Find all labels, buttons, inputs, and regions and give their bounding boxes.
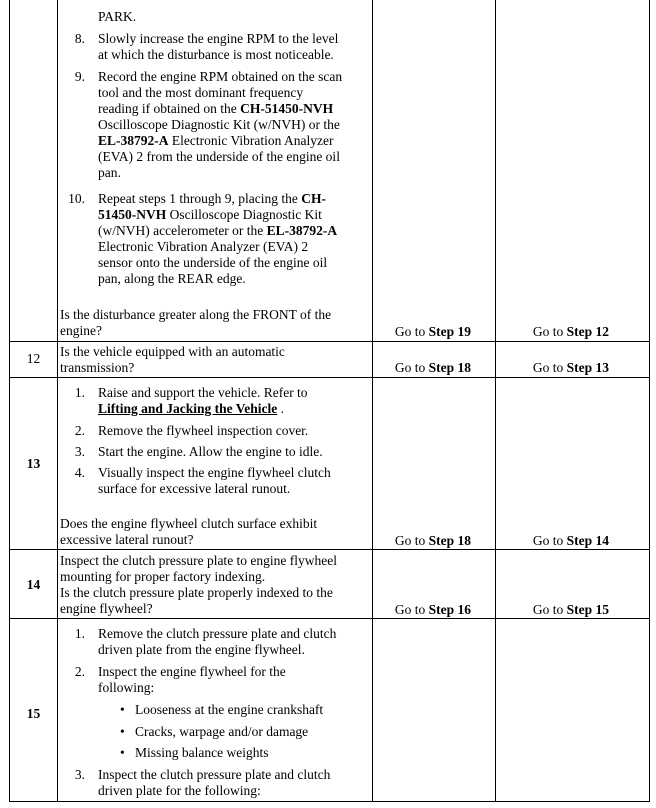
question-text: engine flywheel?: [60, 601, 153, 616]
yes-action: Go to Step 16: [394, 602, 472, 617]
step-number: 12: [26, 351, 41, 366]
column-divider-no: [495, 0, 496, 802]
list-number: 10.: [68, 191, 85, 206]
column-divider-step: [57, 0, 58, 802]
list-item-text: driven plate from the engine flywheel.: [98, 642, 305, 657]
bullet-item: Looseness at the engine crankshaft: [135, 702, 324, 717]
list-item-text: Remove the clutch pressure plate and clutch: [98, 626, 337, 641]
list-item-text: Raise and support the vehicle. Refer to: [98, 385, 308, 400]
step-link[interactable]: Step 16: [428, 602, 472, 617]
list-item-text: Slowly increase the engine RPM to the level: [98, 31, 339, 46]
tool-name: CH-: [301, 191, 326, 206]
list-item-text: Lifting and Jacking the Vehicle .: [98, 401, 285, 416]
list-item-text: Repeat steps 1 through 9, placing the CH-: [98, 191, 326, 206]
no-action: Go to Step 14: [532, 533, 610, 548]
list-item-text: reading if obtained on the CH-51450-NVH: [98, 101, 334, 116]
list-item-text: pan, along the REAR edge.: [98, 271, 246, 286]
bullet-icon: •: [120, 702, 125, 717]
step-number: 15: [26, 706, 41, 721]
list-item-text: following:: [98, 680, 155, 695]
list-item-text: at which the disturbance is most noticeable.: [98, 47, 334, 62]
yes-action: Go to Step 19: [394, 324, 472, 339]
list-item-text: Electronic Vibration Analyzer (EVA) 2: [98, 239, 309, 254]
row-divider: [9, 549, 650, 550]
step-link[interactable]: Step 13: [566, 360, 610, 375]
step-link[interactable]: Step 18: [428, 360, 472, 375]
no-action: Go to Step 15: [532, 602, 610, 617]
bullet-item: Cracks, warpage and/or damage: [135, 724, 309, 739]
step-link[interactable]: Step 14: [566, 533, 610, 548]
list-item-text: Visually inspect the engine flywheel clutch: [98, 465, 331, 480]
yes-action: Go to Step 18: [394, 533, 472, 548]
list-number: 1.: [74, 385, 85, 400]
list-number: 2.: [74, 423, 85, 438]
bullet-icon: •: [120, 724, 125, 739]
row-divider: [9, 341, 650, 342]
list-item-text: Remove the flywheel inspection cover.: [98, 423, 309, 438]
instruction-text: mounting for proper factory indexing.: [60, 569, 266, 584]
step-link[interactable]: Step 18: [428, 533, 472, 548]
step-link[interactable]: Step 19: [428, 324, 472, 339]
list-item-text: Inspect the clutch pressure plate and clutch: [98, 767, 331, 782]
tool-name: 51450-NVH: [98, 207, 167, 222]
no-action: Go to Step 13: [532, 360, 610, 375]
question-text: transmission?: [60, 360, 135, 375]
question-text: Is the clutch pressure plate properly indexed to the: [60, 585, 333, 600]
list-number: 4.: [74, 465, 85, 480]
tool-name: EL-38792-A: [98, 133, 169, 148]
list-number: 3.: [74, 444, 85, 459]
question-text: Is the vehicle equipped with an automatic: [60, 344, 285, 359]
step-link[interactable]: Step 15: [566, 602, 610, 617]
list-item-text: (EVA) 2 from the underside of the engine oil: [98, 149, 340, 164]
tool-name: EL-38792-A: [266, 223, 338, 238]
question-text: engine?: [60, 323, 102, 338]
step-number: 14: [26, 577, 41, 592]
list-item-text: tool and the most dominant frequency: [98, 85, 304, 100]
column-divider-yes: [372, 0, 373, 802]
instruction-text: Inspect the clutch pressure plate to engine flywheel: [60, 553, 338, 568]
list-number: 1.: [74, 626, 85, 641]
list-item-text: surface for excessive lateral runout.: [98, 481, 291, 496]
step-link[interactable]: Step 12: [566, 324, 610, 339]
list-item-text: Oscilloscope Diagnostic Kit (w/NVH) or the: [98, 117, 340, 132]
yes-action: Go to Step 18: [394, 360, 472, 375]
row-divider: [9, 618, 650, 619]
list-item-text: pan.: [98, 165, 121, 180]
step-number: 13: [26, 456, 41, 471]
list-item-text: Inspect the engine flywheel for the: [98, 664, 286, 679]
list-item-text: driven plate for the following:: [98, 783, 261, 798]
list-item-text: sensor onto the underside of the engine oil: [98, 255, 328, 270]
question-text: Does the engine flywheel clutch surface exhibit: [60, 516, 318, 531]
list-item-text: 51450-NVH Oscilloscope Diagnostic Kit: [98, 207, 322, 222]
bullet-icon: •: [120, 745, 125, 760]
list-item-text: Start the engine. Allow the engine to idle.: [98, 444, 323, 459]
list-item-text: Record the engine RPM obtained on the scan: [98, 69, 343, 84]
procedure-link[interactable]: Lifting and Jacking the Vehicle: [98, 401, 278, 416]
list-number: 2.: [74, 664, 85, 679]
question-text: excessive lateral runout?: [60, 532, 194, 547]
list-number: 8.: [74, 31, 85, 46]
border-left: [9, 0, 10, 802]
list-number: 3.: [74, 767, 85, 782]
row-divider: [9, 377, 650, 378]
list-number: 9.: [74, 69, 85, 84]
row-divider: [9, 801, 650, 802]
tool-name: CH-51450-NVH: [240, 101, 334, 116]
question-text: Is the disturbance greater along the FRONT of the: [60, 307, 332, 322]
list-item-text: PARK.: [98, 9, 137, 24]
list-item-text: (w/NVH) accelerometer or the EL-38792-A: [98, 223, 338, 238]
no-action: Go to Step 12: [532, 324, 610, 339]
border-right: [649, 0, 650, 802]
list-item-text: EL-38792-A Electronic Vibration Analyzer: [98, 133, 334, 148]
bullet-item: Missing balance weights: [135, 745, 269, 760]
